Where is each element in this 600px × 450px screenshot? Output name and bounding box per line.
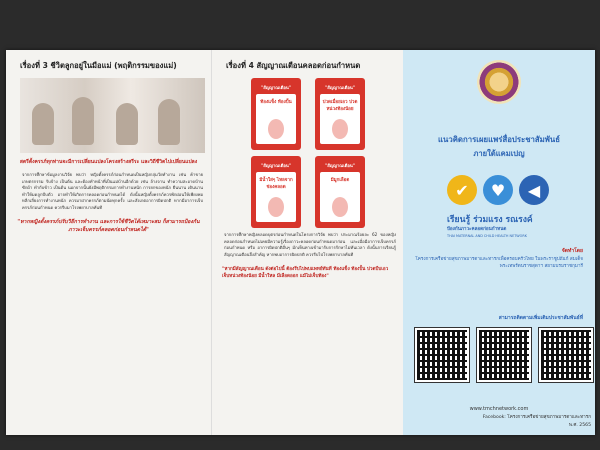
qr-code-icon[interactable]	[415, 328, 469, 382]
panel2-quote: "หากมีสัญญาณเตือน ดังต่อไปนี้ ต้องรีบไปพบแพทย์ทันที ท้องแข็ง ท้องปั้น ปวดบีบเอว เจ็บหน่วงท้องน้อย มีน้ำใหล มีเลือดออก แม้ไม่เจ็บท้อง"	[222, 267, 389, 280]
campaign-slogan: เรียนรู้ ร่วมแรง รณรงค์	[447, 215, 533, 225]
card-label: "สัญญาณเตือน"	[261, 163, 291, 168]
panel1-title: เรื่องที่ 3 ชีวิตลูกอยู่ในมือแม่ (พฤติกรรมของแม่)	[20, 61, 177, 70]
warning-card	[315, 156, 365, 228]
campaign-icons	[447, 175, 549, 205]
campaign-title: แนวคิดการเผยแพร่สื่อประชาสัมพันธ์	[437, 135, 561, 144]
warning-card	[315, 78, 365, 150]
campaign-subtitle: ภายใต้แคมเปญ	[473, 149, 525, 158]
qr-code-icon[interactable]	[539, 328, 593, 382]
pregnant-women-photo	[20, 78, 205, 153]
panel-campaign	[403, 50, 595, 435]
back-icon	[332, 119, 348, 139]
card-label: "สัญญาณเตือน"	[325, 163, 355, 168]
publication-year: พ.ศ. 2565	[568, 423, 591, 428]
warning-card	[251, 156, 301, 228]
warning-cards	[230, 78, 386, 228]
brochure	[6, 50, 595, 435]
organizer-label: จัดทำโดย	[561, 248, 583, 254]
panel-story-4	[211, 50, 404, 435]
figure-icon	[116, 103, 138, 145]
facebook-link[interactable]: Facebook: โครงการเครือข่ายสุขภาพมารดาและทารก	[482, 415, 591, 420]
campaign-sub-thai: ป้องกันภาวะคลอดก่อนกำหนด	[447, 227, 507, 232]
panel1-caption: สตรีตั้งครรภ์ทุกท่านจะมีการเปลี่ยนแปลงโครงสร้างสรีระ และวิถีชีวิตไปเปลี่ยนแปลง	[19, 159, 198, 165]
panel-story-3	[6, 50, 211, 435]
warning-card	[251, 78, 301, 150]
check-icon: ✔	[447, 175, 477, 205]
figure-icon	[158, 99, 180, 145]
heart-icon: ♥	[483, 175, 513, 205]
panel2-title: เรื่องที่ 4 สัญญาณเตือนคลอดก่อนกำหนด	[226, 61, 361, 70]
website-link[interactable]: www.tmchnetwork.com	[469, 406, 529, 412]
organizer-text: โครงการเครือข่ายสุขภาพมารดาและทารกเพื่อครอบครัวไทย ในพระราชูปถัมภ์ สมเด็จพระเทพรัตนราชสุดาฯ สยามบรมราชกุมารี	[415, 257, 583, 270]
panel1-body: จากการศึกษาข้อมูลงานวิจัย พบว่า หญิงตั้งครรภ์ก่อนกำหนดเป็นหญิงกลุ่มวัยทำงาน เช่น ค้าขาย เกษตรกรรม รับจ้าง เป็นต้น และต้องทำหน้าที่เป็นแม่บ้านอีกด้วย เช่น ล้างจาน ทำความสะอาดบ้าน ซักผ้า ทำกับข้าว เป็นต้น นอกจากนั้นยังมีพฤติกรรมการทำงานหนัก การยกของหนัก ยืนนาน เดินนาน ทำให้มดลูกบีบตัว อาจทำให้เกิดการคลอดก่อนกำหนดได้ ดังนั้นหญิงตั้งครรภ์ควรพักผ่อนให้เพียงพอ หลีกเลี่ยงการทำงานหนัก ควรมาฝากครรภ์ตามนัดทุกครั้ง และสังเกตอาการผิดปกติ หากมีอาการเจ็บครรภ์ก่อนกำหนด ควรรีบมาโรงพยาบาลทันที	[22, 172, 203, 210]
megaphone-icon: ◀	[519, 175, 549, 205]
panel2-body: จากการศึกษาหญิงคลอดบุตรก่อนกำหนดในโครงการวิจัย พบว่า ประมาณร้อยละ 62 ของหญิงคลอดก่อนกำหนดไม่เคยมีความรู้เรื่องภาวะคลอดก่อนกำหนดมาก่อน และเมื่อมีอาการเจ็บครรภ์ก่อนกำหนด หรือ อาการผิดปกติอื่นๆ มักเห็นทางเข้ามารับการรักษาไม่ทันเวลา ดังนั้นการเรียนรู้สัญญาณเตือนจึงสำคัญ หากพบอาการผิดปกติ ควรรีบไปโรงพยาบาลทันที	[224, 232, 396, 257]
qr-label: สามารถติดตามเพิ่มเติมประชาสัมพันธ์ที่	[498, 315, 583, 321]
campaign-sub-en: THAI MATERNAL AND CHILD HEALTH NETWORK	[447, 234, 527, 238]
droplet-icon	[268, 197, 284, 217]
figure-icon	[72, 97, 94, 145]
card-text: มีน้ำใสๆ ไหลจากช่องคลอด	[259, 178, 293, 190]
card-label: "สัญญาณเตือน"	[261, 85, 291, 90]
qr-codes	[415, 328, 593, 382]
blood-icon	[332, 197, 348, 217]
card-text: มีมูกเลือด	[330, 178, 350, 183]
figure-icon	[32, 103, 54, 145]
network-seal-icon	[477, 60, 521, 104]
card-text: ท้องแข็ง ท้องปั้น	[260, 100, 292, 105]
panel1-quote: "หากหญิงตั้งครรภ์ปรับวิธีการทำงาน และการใช้ชีวิตได้เหมาะสม ก็สามารถป้องกันภาวะเจ็บครรภ์คลอดก่อนกำหนดได้"	[17, 219, 200, 234]
card-text: ปวดเมื่อยเอว ปวดหน่วงท้องน้อย	[322, 100, 358, 112]
qr-code-icon[interactable]	[477, 328, 531, 382]
card-label: "สัญญาณเตือน"	[325, 85, 355, 90]
belly-icon	[268, 119, 284, 139]
